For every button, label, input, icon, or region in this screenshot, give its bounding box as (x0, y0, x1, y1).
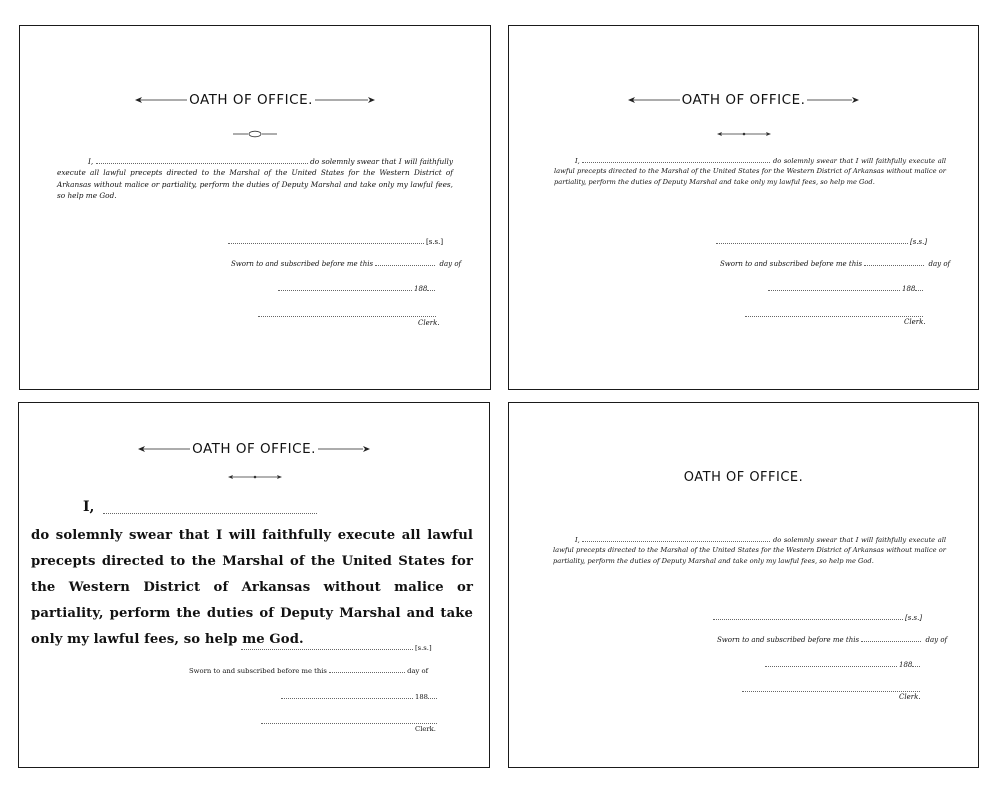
oath-prefix: I, (83, 499, 95, 515)
oath-text (553, 535, 946, 566)
day-of-text: day of (928, 260, 951, 268)
oath-body: do solemnly swear that I will faithfully execute all lawful precepts directed to the Marshal of the United States for the Western District of Arkansas without malice or partiality, perform the duties of Deputy Marshal and take only my lawful fees, so help me God. (554, 157, 946, 186)
year-prefix: 188 (899, 661, 913, 669)
left-arrow-ornament-icon (135, 96, 187, 104)
sworn-line (717, 636, 947, 644)
clerk-label: Clerk. (415, 725, 436, 733)
sworn-line (231, 260, 461, 268)
right-arrow-ornament-icon (318, 445, 370, 453)
sworn-text: Sworn to and subscribed before me this (720, 260, 863, 268)
date-line (278, 285, 437, 293)
seal-mark: [s.s.] (426, 238, 444, 246)
date-line (765, 661, 922, 669)
clerk-label: Clerk. (418, 319, 440, 327)
oval-divider-ornament-icon (233, 130, 277, 138)
oath-body: do solemnly swear that I will faithfully execute all lawful precepts directed to the Marshal of the United States for the Western District of Arkansas without malice or partiality, perform the duties of Deputy Marshal and take only my lawful fees, so help me God. (57, 157, 453, 200)
oath-text (57, 156, 453, 201)
day-of-text: day of (407, 667, 429, 675)
name-blank (103, 513, 317, 514)
seal-mark: [s.s.] (910, 238, 928, 246)
arrow-divider-ornament-icon (717, 130, 771, 138)
signature-line (713, 614, 922, 622)
clerk-signature-line (258, 311, 438, 319)
day-of-text: day of (439, 260, 462, 268)
left-arrow-ornament-icon (628, 96, 680, 104)
date-line (281, 693, 439, 701)
page-title: OATH OF OFFICE. (683, 470, 804, 485)
clerk-label: Clerk. (899, 693, 921, 701)
title-row (19, 439, 489, 459)
oath-text (554, 156, 946, 187)
year-prefix: 188 (902, 285, 916, 293)
oath-body: do solemnly swear that I will faithfully execute all lawful precepts directed to the Marshal of the United States for the Western District of Arkansas without malice or partiality, perform the duties of Deputy Marshal and take only my lawful fees, so help me God. (553, 536, 946, 565)
seal-mark: [s.s.] (415, 644, 432, 652)
clerk-signature-line (261, 718, 439, 726)
oath-prefix: I, (575, 536, 580, 544)
name-blank (582, 541, 770, 542)
name-blank (96, 163, 308, 164)
seal-mark: [s.s.] (905, 614, 923, 622)
signature-line (241, 644, 432, 652)
page-title: OATH OF OFFICE. (189, 92, 313, 108)
year-prefix: 188 (415, 693, 428, 701)
oath-prefix: I, (88, 157, 94, 166)
oath-prefix: I, (575, 157, 580, 165)
right-arrow-ornament-icon (315, 96, 375, 104)
clerk-label: Clerk. (904, 318, 926, 326)
day-of-text: day of (925, 636, 948, 644)
sworn-line (189, 667, 428, 675)
sworn-text: Sworn to and subscribed before me this (189, 667, 327, 675)
oath-form-panel-2 (508, 25, 979, 390)
year-prefix: 188 (414, 285, 428, 293)
sworn-text: Sworn to and subscribed before me this (231, 260, 374, 268)
sworn-line (720, 260, 950, 268)
oath-form-panel-3 (18, 402, 490, 768)
date-line (768, 285, 925, 293)
title-row (509, 90, 978, 110)
name-blank (582, 162, 770, 163)
title-row (20, 90, 490, 110)
sworn-text: Sworn to and subscribed before me this (717, 636, 860, 644)
oath-body: do solemnly swear that I will faithfully execute all lawful precepts directed to the Marshal of the United States for the Western District of Arkansas without malice or partiality, perform the duties of Deputy Marshal and take only my lawful fees, so help me God. (31, 528, 473, 647)
arrow-divider-ornament-icon (228, 473, 282, 481)
page-title: OATH OF OFFICE. (192, 441, 316, 457)
page-title: OATH OF OFFICE. (681, 92, 806, 108)
left-arrow-ornament-icon (138, 445, 190, 453)
clerk-signature-line (745, 311, 925, 319)
oath-form-panel-4 (508, 402, 979, 768)
signature-line (228, 238, 443, 246)
title-row (509, 466, 978, 485)
clerk-signature-line (742, 686, 922, 694)
oath-form-panel-1 (19, 25, 491, 390)
signature-line (716, 238, 927, 246)
right-arrow-ornament-icon (807, 96, 859, 104)
